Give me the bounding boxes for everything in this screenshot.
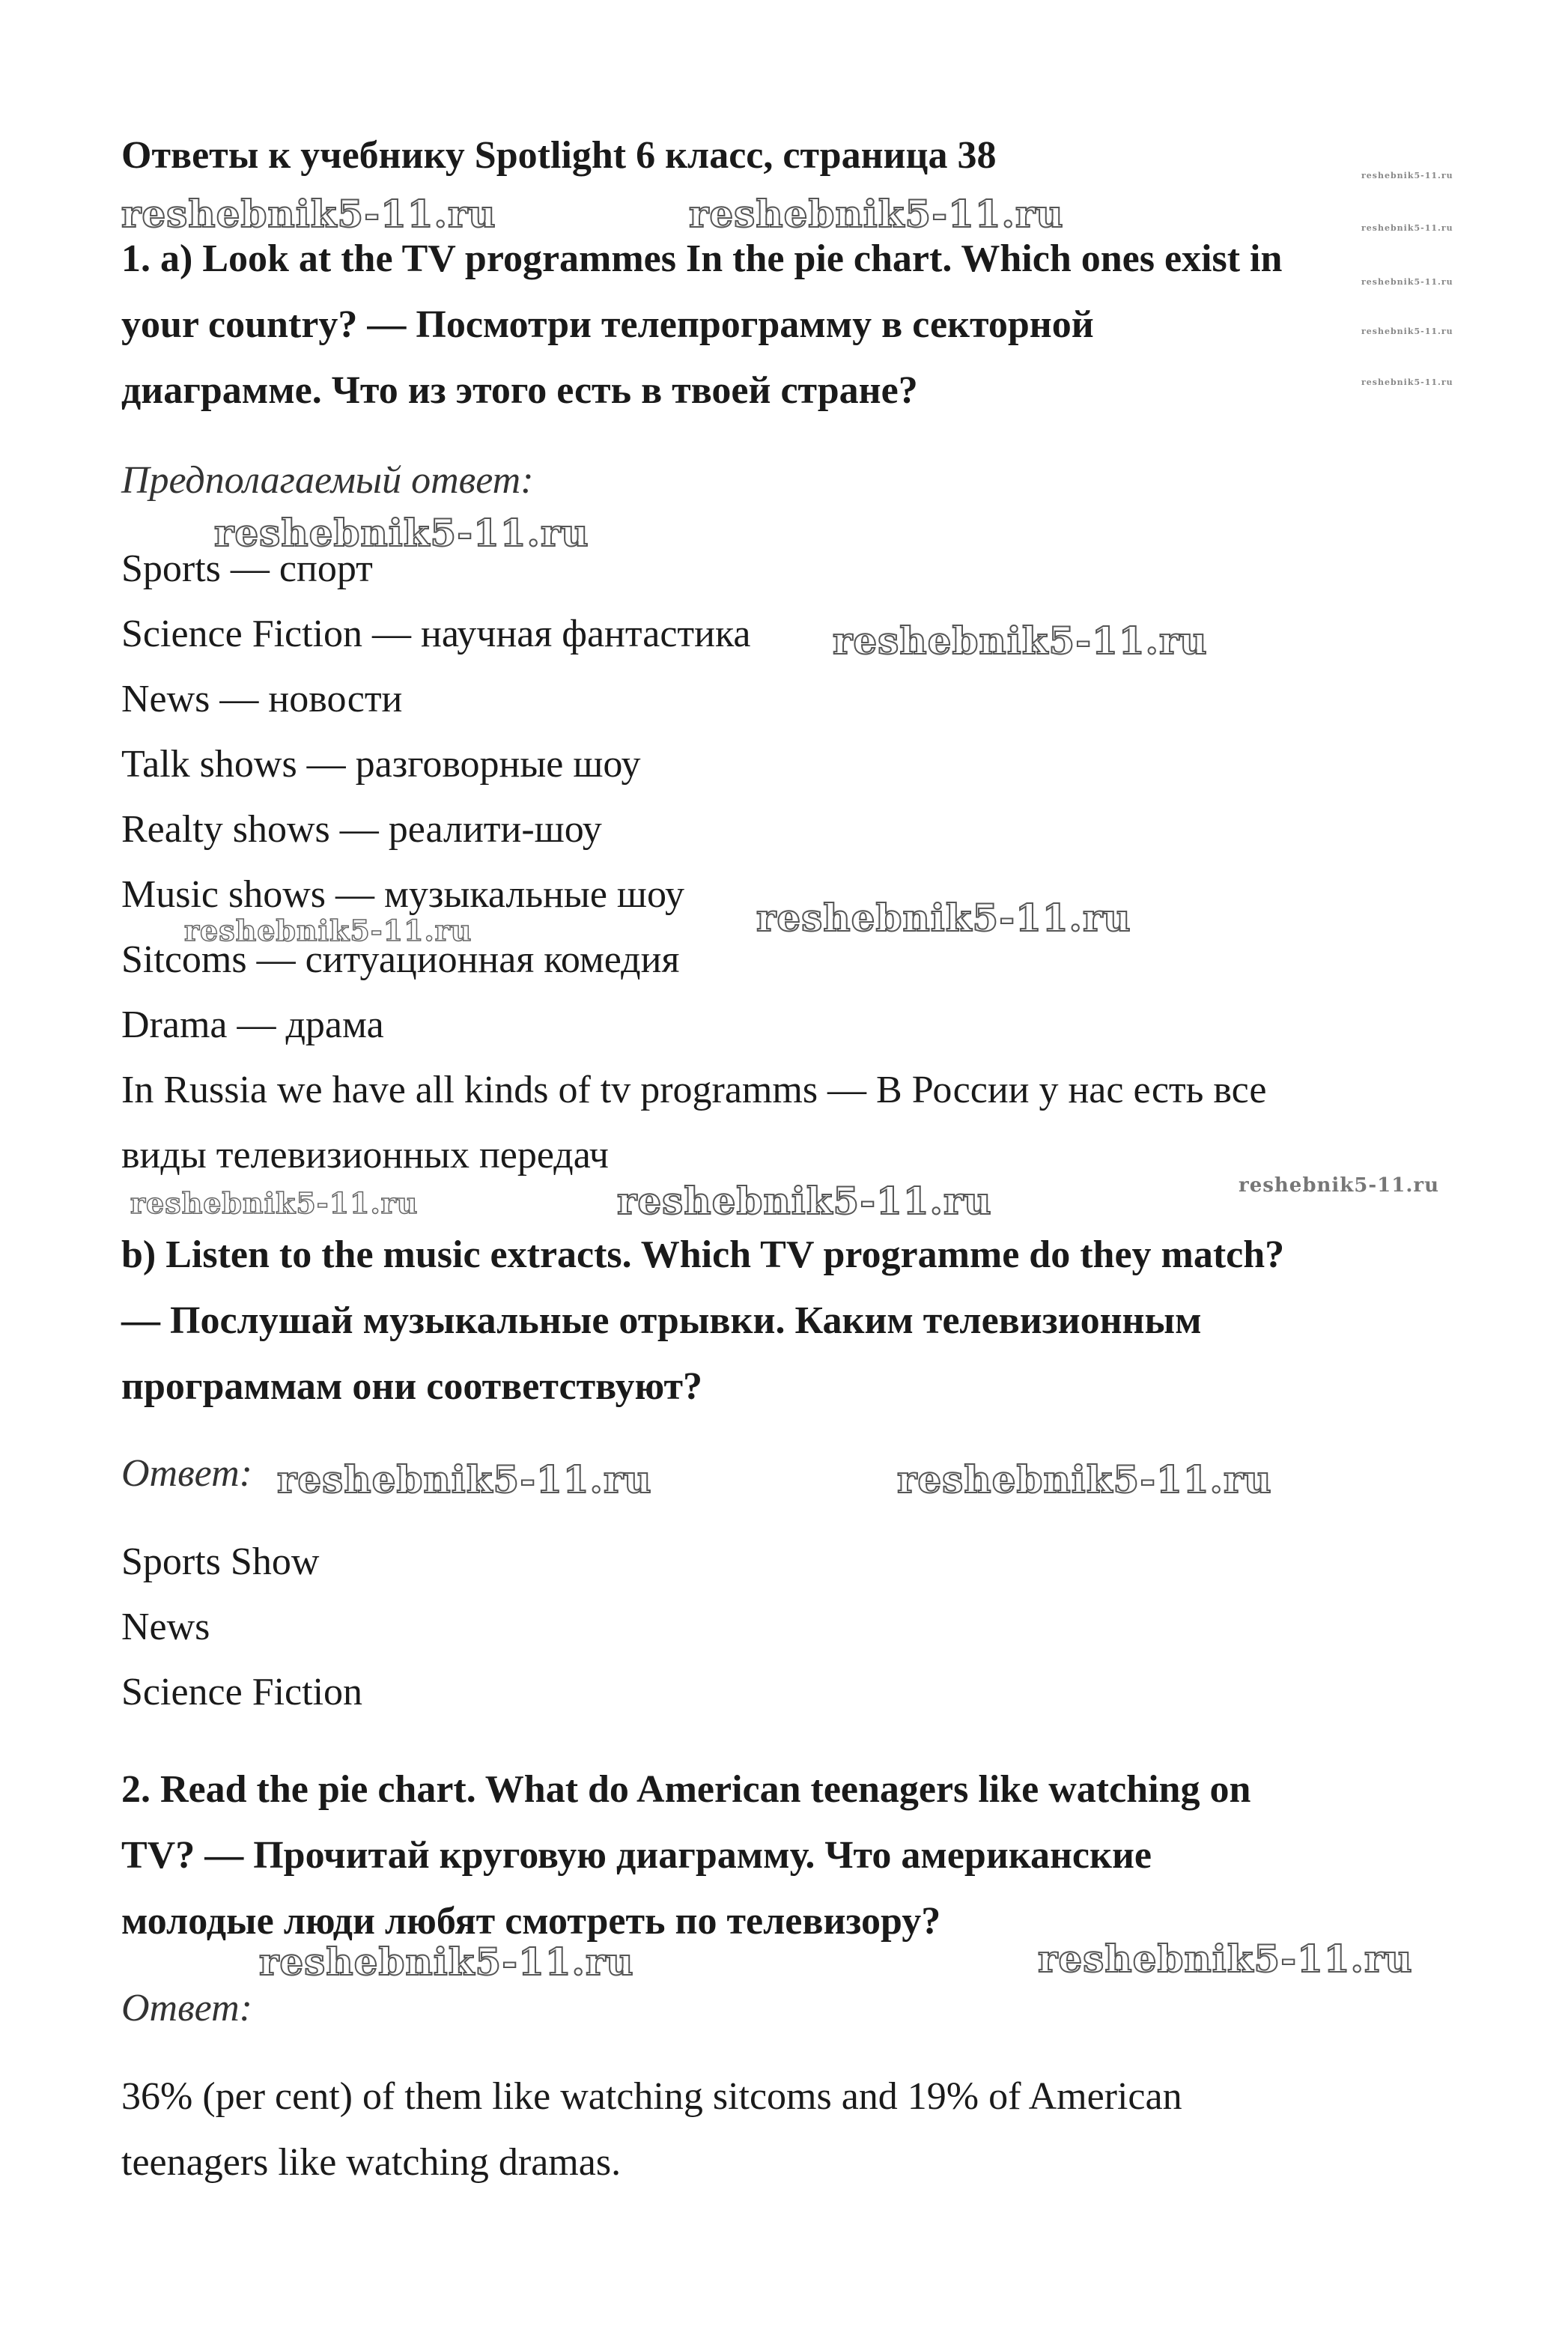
watermark: reshebnik5-11.ru — [1361, 171, 1453, 180]
list-item: Sports Show — [121, 1540, 320, 1583]
watermark: reshebnik5-11.ru — [617, 1179, 992, 1223]
list-item: Drama — драма — [121, 1004, 384, 1046]
watermark: reshebnik5-11.ru — [833, 619, 1208, 663]
watermark: reshebnik5-11.ru — [1361, 277, 1453, 287]
watermark: reshebnik5-11.ru — [1361, 377, 1453, 387]
watermark: reshebnik5-11.ru — [130, 1186, 419, 1220]
list-item: Sports — спорт — [121, 547, 373, 590]
task1a-summary-line2: виды телевизионных передач — [121, 1134, 609, 1176]
list-item: Talk shows — разговорные шоу — [121, 743, 641, 786]
task2-question-line3: молодые люди любят смотреть по телевизору? — [121, 1900, 941, 1943]
task1a-summary-line1: In Russia we have all kinds of tv programms — В России у нас есть все — [121, 1069, 1267, 1111]
watermark: reshebnik5-11.ru — [214, 511, 589, 555]
watermark: reshebnik5-11.ru — [689, 192, 1064, 236]
list-item: Science Fiction — [121, 1671, 363, 1713]
list-item: Realty shows — реалити-шоу — [121, 808, 602, 851]
list-item: Science Fiction — научная фантастика — [121, 613, 751, 655]
list-item: News — новости — [121, 678, 403, 720]
task1a-answer-label: Предполагаемый ответ: — [121, 459, 534, 502]
task2-answer-line1: 36% (per cent) of them like watching sitcoms and 19% of American — [121, 2075, 1182, 2118]
task2-question-line1: 2. Read the pie chart. What do American teenagers like watching on — [121, 1768, 1251, 1811]
page-title: Ответы к учебнику Spotlight 6 класс, страница 38 — [121, 134, 997, 177]
task1b-answer-label: Ответ: — [121, 1452, 252, 1495]
watermark: reshebnik5-11.ru — [897, 1457, 1272, 1502]
list-item: Music shows — музыкальные шоу — [121, 873, 684, 916]
watermark: reshebnik5-11.ru — [121, 192, 496, 236]
task1b-question-line1: b) Listen to the music extracts. Which TV programme do they match? — [121, 1233, 1285, 1276]
task1a-question-line2: your country? — Посмотри телепрограмму в секторной — [121, 303, 1094, 346]
watermark: reshebnik5-11.ru — [184, 914, 472, 947]
task2-answer-line2: teenagers like watching dramas. — [121, 2141, 622, 2184]
watermark: reshebnik5-11.ru — [259, 1940, 634, 1984]
task2-question-line2: TV? — Прочитай круговую диаграмму. Что американские — [121, 1834, 1152, 1877]
list-item: News — [121, 1606, 210, 1648]
list-item: Sitcoms — ситуационная комедия — [121, 938, 680, 981]
task1b-question-line2: — Послушай музыкальные отрывки. Каким телевизионным — [121, 1299, 1202, 1342]
watermark: reshebnik5-11.ru — [277, 1457, 652, 1502]
task1a-question-line1: 1. a) Look at the TV programmes In the pie chart. Which ones exist in — [121, 237, 1283, 280]
task1a-question-line3: диаграмме. Что из этого есть в твоей стране? — [121, 369, 918, 412]
watermark: reshebnik5-11.ru — [756, 896, 1131, 940]
watermark: reshebnik5-11.ru — [1361, 223, 1453, 233]
watermark: reshebnik5-11.ru — [1239, 1174, 1440, 1197]
watermark: reshebnik5-11.ru — [1361, 327, 1453, 336]
task2-answer-label: Ответ: — [121, 1987, 252, 2029]
task1b-question-line3: программам они соответствуют? — [121, 1365, 703, 1408]
watermark: reshebnik5-11.ru — [1038, 1937, 1413, 1981]
